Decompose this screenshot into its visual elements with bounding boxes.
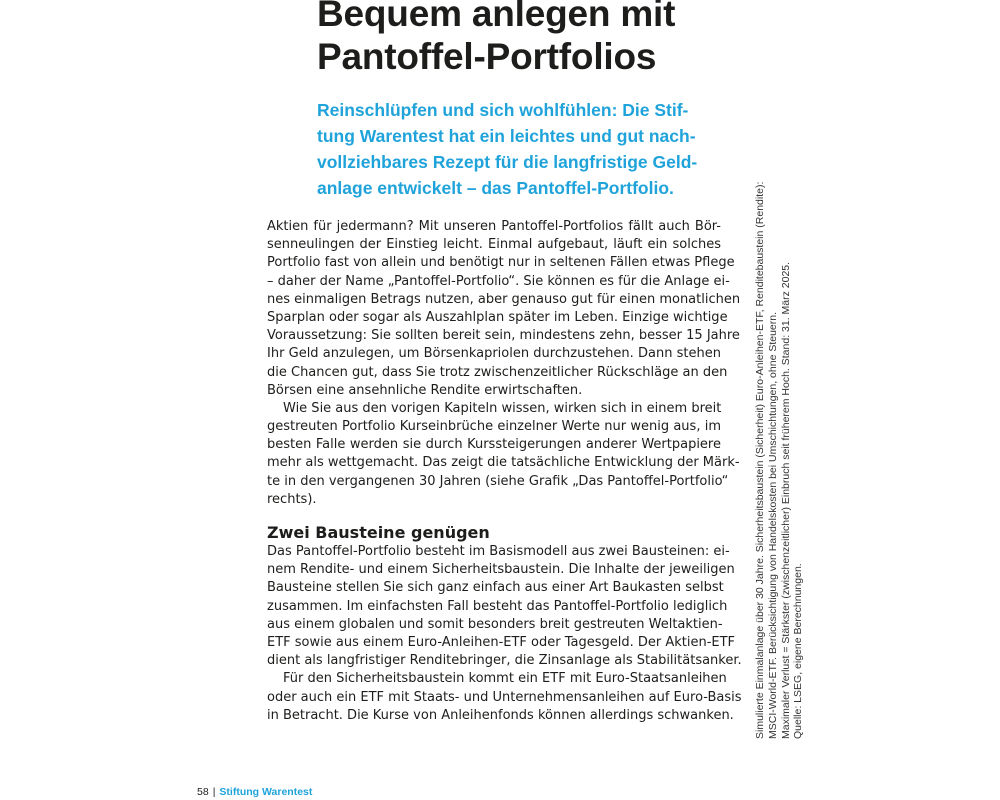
body-line: senneulingen der Einstieg leicht. Einmal aufgebaut, läuft ein solches [267,237,721,253]
lead-line: Reinschlüpfen und sich wohlfühlen: Die Stif- [317,100,689,120]
body-line: gestreuten Portfolio Kurseinbrüche einzelner Werte nur wenig aus, im [267,419,721,435]
section-heading: Zwei Bausteine genügen [267,523,490,542]
body-line: Portfolio fast von allein und benötigt nur in seltenen Fällen etwas Pflege [267,255,735,271]
body-line: Sparplan oder sogar als Auszahlplan später im Leben. Einzige wichtige [267,309,728,325]
publisher-name: Stiftung Warentest [219,786,313,798]
body-line: aus einem globalen und somit besonders breit gestreuten Weltaktien- [267,616,723,632]
body-line: Voraussetzung: Sie sollten bereit sein, mindestens zehn, besser 15 Jahre [267,328,740,344]
body-line: Ihr Geld anzulegen, um Börsenkapriolen durchzustehen. Dann stehen [267,346,721,362]
body-line: Wie Sie aus den vorigen Kapiteln wissen, wirken sich in einem breit [283,400,722,416]
paragraph-diversification [267,400,740,509]
footnote-line: Quelle: LSEG, eigene Berechnungen. [792,563,805,739]
body-line: in Betracht. Die Kurse von Anleihenfonds können allerdings schwanken. [267,707,734,723]
paragraph-building-blocks [267,543,742,670]
lead-paragraph [317,97,737,201]
footnote-line: Simulierte Einmalanlage über 30 Jahre. Sicherheitsbaustein (Sicherheit) Euro-Anleihen-ETF, Renditebaustein (Rendite): [754,181,766,739]
lead-line: vollziehbares Rezept für die langfristige Geld- [317,152,698,172]
page-number: 58 [197,786,209,798]
lead-line: anlage entwickelt – das Pantoffel-Portfolio. [317,178,674,198]
body-line: nem Rendite- und einem Sicherheitsbaustein. Die Inhalte der jeweiligen [267,562,735,578]
body-line: Das Pantoffel-Portfolio besteht im Basismodell aus zwei Bausteinen: ei- [267,544,730,559]
page-footer [197,786,312,799]
body-line: zusammen. Im einfachsten Fall besteht das Pantoffel-Portfolio lediglich [267,598,728,614]
body-line: Börsen eine ansehnliche Rendite erwirtschaften. [267,382,583,398]
footnote-line: Maximaler Verlust = Stärkster (zwischenzeitlicher) Einbruch seit früherem Hoch. Stand: 31. März 2025. [779,261,792,739]
body-line: Bausteine stellen Sie sich ganz einfach aus einer Art Baukasten selbst [267,580,724,596]
body-line: Aktien für jedermann? Mit unseren Pantoffel-Portfolios fällt auch Bör- [267,219,721,234]
chart-footnote [754,182,805,739]
body-line: ETF sowie aus einem Euro-Anleihen-ETF oder Tagesgeld. Der Aktien-ETF [267,634,736,650]
body-line: rechts). [267,491,317,507]
title-line: Pantoffel-Portfolios [317,36,657,77]
body-line: Für den Sicherheitsbaustein kommt ein ETF mit Euro-Staatsanleihen [283,671,727,687]
article-body [267,218,742,725]
footnote-line: MSCI-World-ETF. Berücksichtigung von Handelskosten bei Umschichtungen, ohne Steuern. [766,311,779,739]
body-line: – daher der Name „Pantoffel-Portfolio“. Sie können es für die Anlage ei- [267,273,730,289]
body-line: te in den vergangenen 30 Jahren (siehe Grafik „Das Pantoffel-Portfolio“ [267,473,729,489]
body-line: oder auch ein ETF mit Staats- und Unternehmensanleihen auf Euro-Basis [267,689,742,705]
lead-line: tung Warentest hat ein leichtes und gut nach- [317,126,696,146]
footer-separator: | [212,786,216,798]
title-line: Bequem anlegen mit [317,0,676,34]
body-line: die Chancen gut, dass Sie trotz zwischenzeitlicher Rückschläge an den [267,364,728,380]
paragraph-safety-block [267,670,742,725]
body-line: besten Falle werden sie durch Kurssteigerungen anderer Wertpapiere [267,437,721,453]
paragraph-intro [267,218,741,400]
body-line: nes einmaligen Betrags nutzen, aber genauso gut für einen monatlichen [267,291,741,307]
body-line: mehr als wettgemacht. Das zeigt die tatsächliche Entwicklung der Märk- [267,455,740,471]
page-title [317,0,675,78]
body-line: dient als langfristiger Renditebringer, die Zinsanlage als Stabilitätsanker. [267,653,742,669]
